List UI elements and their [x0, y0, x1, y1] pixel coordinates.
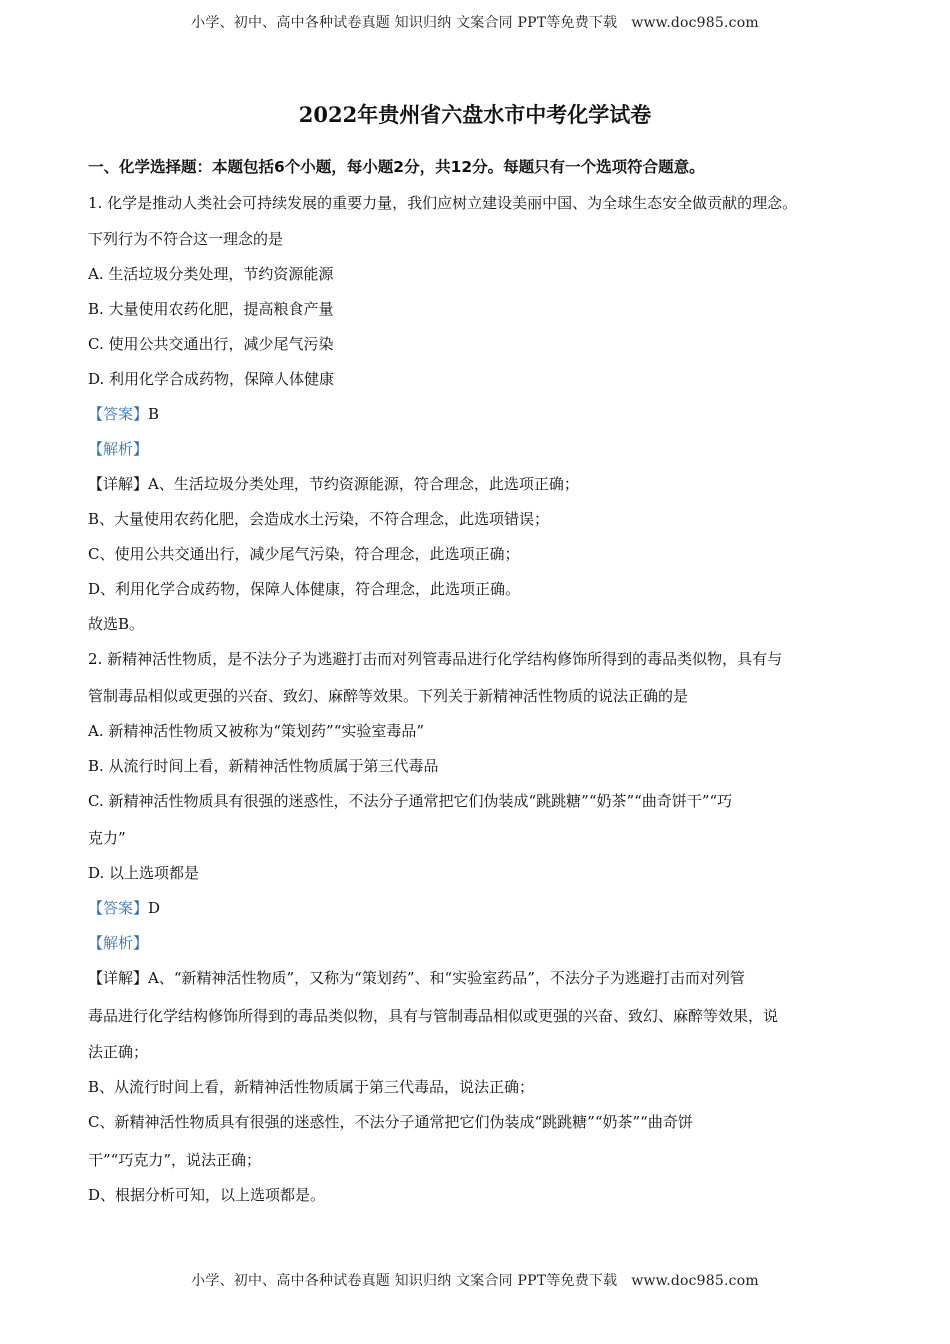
q2-detail-line-3: 法正确； [88, 1043, 149, 1061]
q2-answer-value: D [148, 899, 161, 917]
q1-stem-line-1: 1. 化学是推动人类社会可持续发展的重要力量，我们应树立建设美丽中国、为全球生态安全做贡献的理念。 [88, 194, 798, 212]
footer-text: 小学、初中、高中各种试卷真题 知识归纳 文案合同 PPT等免费下载 [191, 1273, 618, 1289]
q1-detail-text-1: A、生活垃圾分类处理，节约资源能源，符合理念，此选项正确； [148, 475, 579, 493]
q2-answer-tag: 【答案】 [88, 899, 149, 917]
q2-detail-line-2: 毒品进行化学结构修饰所得到的毒品类似物，具有与管制毒品相似或更强的兴奋、致幻、麻醉等效果，说 [88, 1007, 779, 1025]
header-url[interactable]: www.doc985.com [631, 15, 759, 31]
q2-stem-line-1: 2. 新精神活性物质，是不法分子为逃避打击而对列管毒品进行化学结构修饰所得到的毒品类似物，具有与 [88, 650, 783, 668]
q1-option-a: A. 生活垃圾分类处理，节约资源能源 [88, 265, 334, 283]
q1-option-c: C. 使用公共交通出行，减少尾气污染 [88, 335, 334, 353]
q2-detail-line-7: D、根据分析可知，以上选项都是。 [88, 1186, 326, 1204]
q1-answer-tag: 【答案】 [88, 405, 149, 423]
q2-detail-line-5: C、新精神活性物质具有很强的迷惑性，不法分子通常把它们伪装成“跳跳糖”“奶茶”“曲奇饼 [88, 1113, 693, 1131]
header-text: 小学、初中、高中各种试卷真题 知识归纳 文案合同 PPT等免费下载 [191, 15, 618, 31]
q2-detail-tag: 【详解】 [88, 969, 149, 987]
q2-option-c-line-1: C. 新精神活性物质具有很强的迷惑性，不法分子通常把它们伪装成“跳跳糖”“奶茶”“曲奇饼干”“巧 [88, 792, 733, 810]
q2-detail-line-1 [88, 968, 745, 988]
q1-stem-line-2: 下列行为不符合这一理念的是 [88, 230, 284, 248]
q1-detail-line-3: C、使用公共交通出行，减少尾气污染，符合理念，此选项正确； [88, 545, 520, 563]
q1-answer [88, 404, 159, 424]
q1-analysis-tag: 【解析】 [88, 440, 149, 458]
q2-detail-line-6: 干”“巧克力”，说法正确； [88, 1151, 262, 1169]
q2-option-b: B. 从流行时间上看，新精神活性物质属于第三代毒品 [88, 757, 439, 775]
q1-detail-line-1 [88, 474, 579, 494]
q2-stem-line-2: 管制毒品相似或更强的兴奋、致幻、麻醉等效果。下列关于新精神活性物质的说法正确的是 [88, 687, 689, 705]
footer-url[interactable]: www.doc985.com [631, 1273, 759, 1289]
q1-option-d: D. 利用化学合成药物，保障人体健康 [88, 370, 335, 388]
section-heading: 一、化学选择题：本题包括6个小题，每小题2分，共12分。每题只有一个选项符合题意。 [88, 158, 705, 176]
q1-detail-line-2: B、大量使用农药化肥，会造成水土污染，不符合理念，此选项错误； [88, 510, 550, 528]
q2-option-a: A. 新精神活性物质又被称为“策划药”“实验室毒品” [88, 722, 425, 740]
q1-option-b: B. 大量使用农药化肥，提高粮食产量 [88, 300, 334, 318]
q2-option-d: D. 以上选项都是 [88, 864, 200, 882]
q2-detail-text-1: A、“新精神活性物质”，又称为“策划药”、和“实验室药品”，不法分子为逃避打击而对列管 [148, 969, 745, 987]
q2-analysis-tag: 【解析】 [88, 934, 149, 952]
q1-conclusion: 故选B。 [88, 615, 145, 633]
q1-detail-tag: 【详解】 [88, 475, 149, 493]
document-title: 2022年贵州省六盘水市中考化学试卷 [298, 102, 652, 127]
q2-answer [88, 898, 160, 918]
q2-detail-line-4: B、从流行时间上看，新精神活性物质属于第三代毒品，说法正确； [88, 1078, 535, 1096]
page-footer [0, 1270, 950, 1290]
q1-answer-value: B [148, 405, 160, 423]
q2-option-c-line-2: 克力” [88, 829, 126, 847]
q1-detail-line-4: D、利用化学合成药物，保障人体健康，符合理念，此选项正确。 [88, 580, 521, 598]
